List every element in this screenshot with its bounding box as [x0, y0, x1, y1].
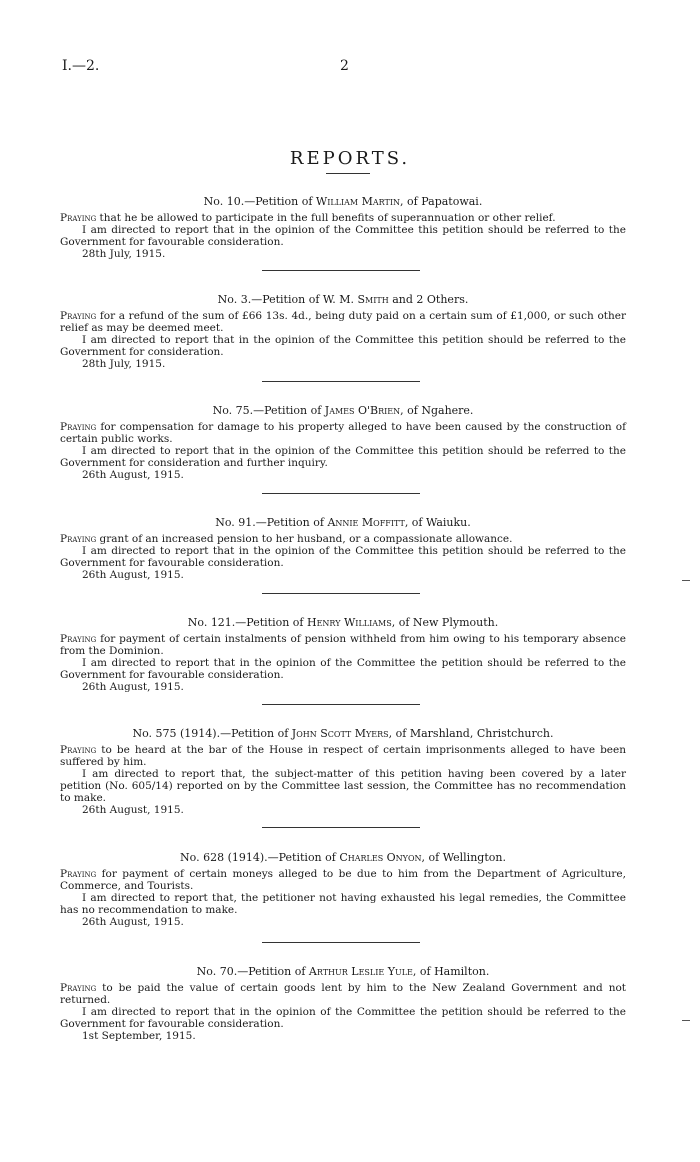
committee-report: I am directed to report that in the opinion of the Committee the petition should be referred to the Government for favourable consideration.: [60, 1006, 626, 1030]
report-date: 26th August, 1915.: [82, 804, 184, 816]
petition-prayer: Praying for a refund of the sum of £66 13s. 4d., being duty paid on a certain sum of £1,000, or such other relief as may be deemed meet.: [60, 310, 626, 334]
report-date: 28th July, 1915.: [82, 358, 166, 370]
section-divider: [262, 493, 420, 494]
petition-prayer: Praying that he be allowed to participate in the full benefits of superannuation or other relief.: [60, 212, 556, 224]
petition-heading: No. 575 (1914).—Petition of John Scott Myers, of Marshland, Christchurch.: [132, 727, 554, 740]
petition-section: [60, 966, 626, 1042]
petition-prayer: Praying grant of an increased pension to her husband, or a compassionate allowance.: [60, 533, 513, 545]
report-date: 26th August, 1915.: [82, 569, 184, 581]
petition-section: [60, 405, 626, 481]
committee-report: I am directed to report that in the opinion of the Committee this petition should be referred to the Government for consideration.: [60, 334, 626, 358]
petition-section: [60, 728, 626, 816]
report-date: 28th July, 1915.: [82, 248, 166, 260]
petition-prayer: Praying to be paid the value of certain goods lent by him to the New Zealand Government and not returned.: [60, 982, 626, 1006]
committee-report: I am directed to report that in the opinion of the Committee the petition should be referred to the Government for favourable consideration.: [60, 657, 626, 681]
report-date: 1st September, 1915.: [82, 1030, 196, 1042]
running-head: [62, 58, 662, 78]
petition-section: [60, 852, 626, 928]
petition-heading: No. 70.—Petition of Arthur Leslie Yule, of Hamilton.: [196, 965, 490, 978]
report-date: 26th August, 1915.: [82, 469, 184, 481]
petition-prayer: Praying for payment of certain moneys alleged to be due to him from the Department of Agriculture, Commerce, and Tourists.: [60, 868, 626, 892]
petition-heading: No. 10.—Petition of William Martin, of Papatowai.: [203, 195, 483, 208]
petition-heading: No. 121.—Petition of Henry Williams, of New Plymouth.: [187, 616, 499, 629]
document-reference: I.—2.: [62, 58, 100, 74]
section-divider: [262, 270, 420, 271]
section-divider: [262, 593, 420, 594]
report-date: 26th August, 1915.: [82, 916, 184, 928]
section-divider: [262, 704, 420, 705]
committee-report: I am directed to report that in the opinion of the Committee this petition should be referred to the Government for consideration and further inquiry.: [60, 445, 626, 469]
committee-report: I am directed to report that in the opinion of the Committee this petition should be referred to the Government for favourable consideration.: [60, 224, 626, 248]
petition-prayer: Praying for payment of certain instalments of pension withheld from him owing to his temporary absence from the Dominion.: [60, 633, 626, 657]
section-divider: [262, 381, 420, 382]
petition-heading: No. 3.—Petition of W. M. Smith and 2 Others.: [217, 293, 469, 306]
petition-prayer: Praying to be heard at the bar of the House in respect of certain imprisonments alleged to have been suffered by him.: [60, 744, 626, 768]
page-title: REPORTS.: [289, 148, 411, 169]
petition-heading: No. 91.—Petition of Annie Moffitt, of Waiuku.: [215, 516, 471, 529]
margin-mark: [682, 580, 690, 581]
petition-section: [60, 294, 626, 370]
page-number: 2: [340, 58, 349, 74]
petition-heading: No. 75.—Petition of James O'Brien, of Ngahere.: [212, 404, 474, 417]
report-date: 26th August, 1915.: [82, 681, 184, 693]
committee-report: I am directed to report that, the subject-matter of this petition having been covered by a later petition (No. 605/14) reported on by the Committee last session, the Committee has no recommendation to make.: [60, 768, 626, 804]
petition-section: [60, 617, 626, 693]
petition-section: [60, 517, 626, 581]
committee-report: I am directed to report that, the petitioner not having exhausted his legal remedies, the Committee has no recommendation to make.: [60, 892, 626, 916]
section-divider: [262, 827, 420, 828]
petition-prayer: Praying for compensation for damage to his property alleged to have been caused by the construction of certain public works.: [60, 421, 626, 445]
committee-report: I am directed to report that in the opinion of the Committee this petition should be referred to the Government for favourable consideration.: [60, 545, 626, 569]
margin-mark: [682, 1020, 690, 1021]
title-rule: [326, 173, 370, 174]
section-divider: [262, 942, 420, 943]
petition-heading: No. 628 (1914).—Petition of Charles Onyon, of Wellington.: [180, 851, 506, 864]
petition-section: [60, 196, 626, 260]
